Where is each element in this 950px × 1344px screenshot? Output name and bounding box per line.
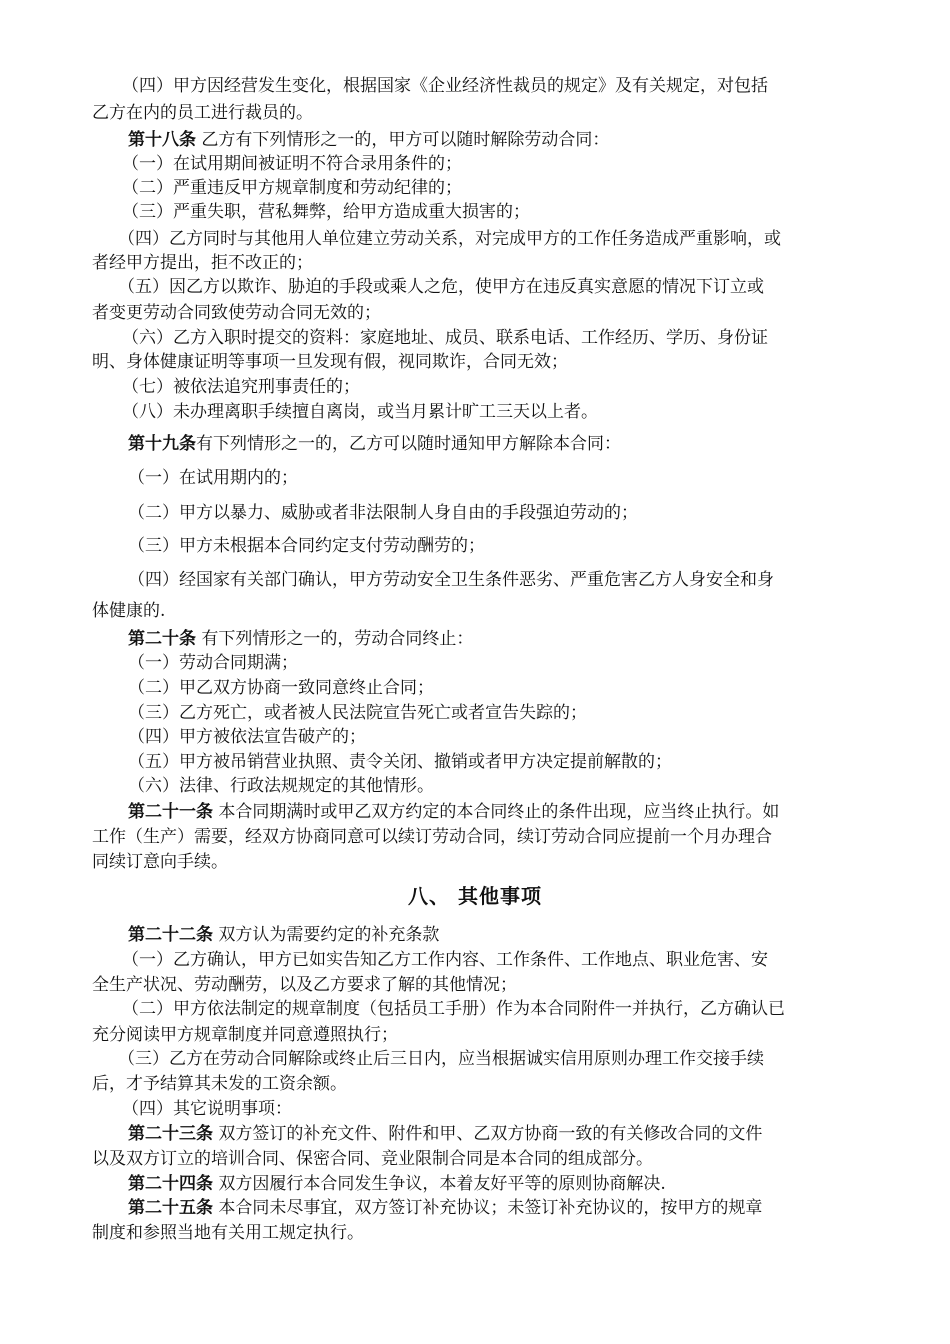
article-line	[128, 1196, 762, 1220]
article-line	[128, 923, 439, 947]
paragraph-line: 者经甲方提出，拒不改正的；	[92, 253, 313, 273]
article-text: 有下列情形之一的，乙方可以随时通知甲方解除本合同：	[196, 434, 621, 454]
paragraph-line: 工作（生产）需要，经双方协商同意可以续订劳动合同，续订劳动合同应提前一个月办理合	[92, 827, 772, 847]
paragraph-line: （二）甲方以暴力、威胁或者非法限制人身自由的手段强迫劳动的；	[128, 503, 638, 523]
paragraph-line: 后，才予结算其未发的工资余额。	[92, 1074, 347, 1094]
paragraph-line: （四）其它说明事项：	[122, 1099, 292, 1119]
article-number: 第十九条	[128, 434, 196, 454]
article-text: 双方签订的补充文件、附件和甲、乙双方协商一致的有关修改合同的文件	[218, 1124, 763, 1144]
article-line	[128, 800, 779, 824]
paragraph-line: 明、身体健康证明等事项一旦发现有假，视同欺诈，合同无效；	[92, 352, 568, 372]
paragraph-line: 体健康的.	[92, 601, 166, 621]
paragraph-line: （五）因乙方以欺诈、胁迫的手段或乘人之危，使甲方在违反真实意愿的情况下订立或	[118, 277, 764, 297]
article-number: 第二十二条	[128, 925, 213, 945]
paragraph-line: 以及双方订立的培训合同、保密合同、竞业限制合同是本合同的组成部分。	[92, 1149, 653, 1169]
article-text: 有下列情形之一的，劳动合同终止：	[201, 629, 474, 649]
paragraph-line: 同续订意向手续。	[92, 852, 228, 872]
paragraph-line: 者变更劳动合同致使劳动合同无效的；	[92, 303, 381, 323]
paragraph-line: （五）甲方被吊销营业执照、责令关闭、撤销或者甲方决定提前解散的；	[128, 752, 672, 772]
paragraph-line: （四）乙方同时与其他用人单位建立劳动关系，对完成甲方的工作任务造成严重影响，或	[118, 229, 781, 249]
article-line	[128, 1122, 762, 1146]
paragraph-line: （一）在试用期间被证明不符合录用条件的；	[122, 154, 462, 174]
paragraph-line: （四）经国家有关部门确认，甲方劳动安全卫生条件恶劣、严重危害乙方人身安全和身	[128, 570, 774, 590]
paragraph-line: （三）乙方死亡，或者被人民法院宣告死亡或者宣告失踪的；	[128, 703, 587, 723]
paragraph-line: （六）法律、行政法规规定的其他情形。	[128, 776, 434, 796]
paragraph-line: （三）乙方在劳动合同解除或终止后三日内，应当根据诚实信用原则办理工作交接手续	[118, 1049, 764, 1069]
paragraph-line: （二）严重违反甲方规章制度和劳动纪律的；	[122, 178, 462, 198]
paragraph-line: （八）未办理离职手续擅自离岗，或当月累计旷工三天以上者。	[122, 402, 598, 422]
section-heading: 八、 其他事项	[408, 884, 542, 908]
paragraph-line: （七）被依法追究刑事责任的；	[122, 377, 360, 397]
article-line	[128, 1172, 666, 1196]
paragraph-line: （四）甲方被依法宣告破产的；	[128, 727, 366, 747]
article-number: 第二十条	[128, 629, 196, 649]
paragraph-line: （三）甲方未根据本合同约定支付劳动酬劳的；	[128, 536, 485, 556]
paragraph-line: （二）甲方依法制定的规章制度（包括员工手册）作为本合同附件一并执行，乙方确认已	[122, 999, 785, 1019]
paragraph-line: （四）甲方因经营发生变化，根据国家《企业经济性裁员的规定》及有关规定，对包括	[122, 76, 768, 96]
article-number: 第二十三条	[128, 1124, 213, 1144]
paragraph-line: （三）严重失职，营私舞弊，给甲方造成重大损害的；	[122, 202, 530, 222]
paragraph-line: （六）乙方入职时提交的资料：家庭地址、成员、联系电话、工作经历、学历、身份证	[122, 328, 768, 348]
article-number: 第二十四条	[128, 1174, 213, 1194]
article-number: 第二十一条	[128, 802, 213, 822]
article-line	[128, 128, 609, 152]
paragraph-line: 全生产状况、劳动酬劳，以及乙方要求了解的其他情况；	[92, 975, 517, 995]
article-text: 本合同未尽事宜，双方签订补充协议；未签订补充协议的，按甲方的规章	[218, 1198, 763, 1218]
article-line	[128, 432, 621, 456]
paragraph-line: 乙方在内的员工进行裁员的。	[92, 103, 313, 123]
article-text: 本合同期满时或甲乙双方约定的本合同终止的条件出现，应当终止执行。如	[218, 802, 780, 822]
article-number: 第二十五条	[128, 1198, 213, 1218]
paragraph-line: （二）甲乙双方协商一致同意终止合同；	[128, 678, 434, 698]
paragraph-line: 充分阅读甲方规章制度并同意遵照执行；	[92, 1025, 398, 1045]
article-text: 乙方有下列情形之一的，甲方可以随时解除劳动合同：	[201, 130, 610, 150]
paragraph-line: 制度和参照当地有关用工规定执行。	[92, 1223, 364, 1243]
paragraph-line: （一）在试用期内的；	[128, 468, 298, 488]
article-text: 双方认为需要约定的补充条款	[218, 925, 440, 945]
paragraph-line: （一）劳动合同期满；	[128, 653, 298, 673]
article-number: 第十八条	[128, 130, 196, 150]
article-text: 双方因履行本合同发生争议，本着友好平等的原则协商解决.	[218, 1174, 666, 1194]
article-line	[128, 627, 473, 651]
paragraph-line: （一）乙方确认，甲方已如实告知乙方工作内容、工作条件、工作地点、职业危害、安	[122, 950, 768, 970]
